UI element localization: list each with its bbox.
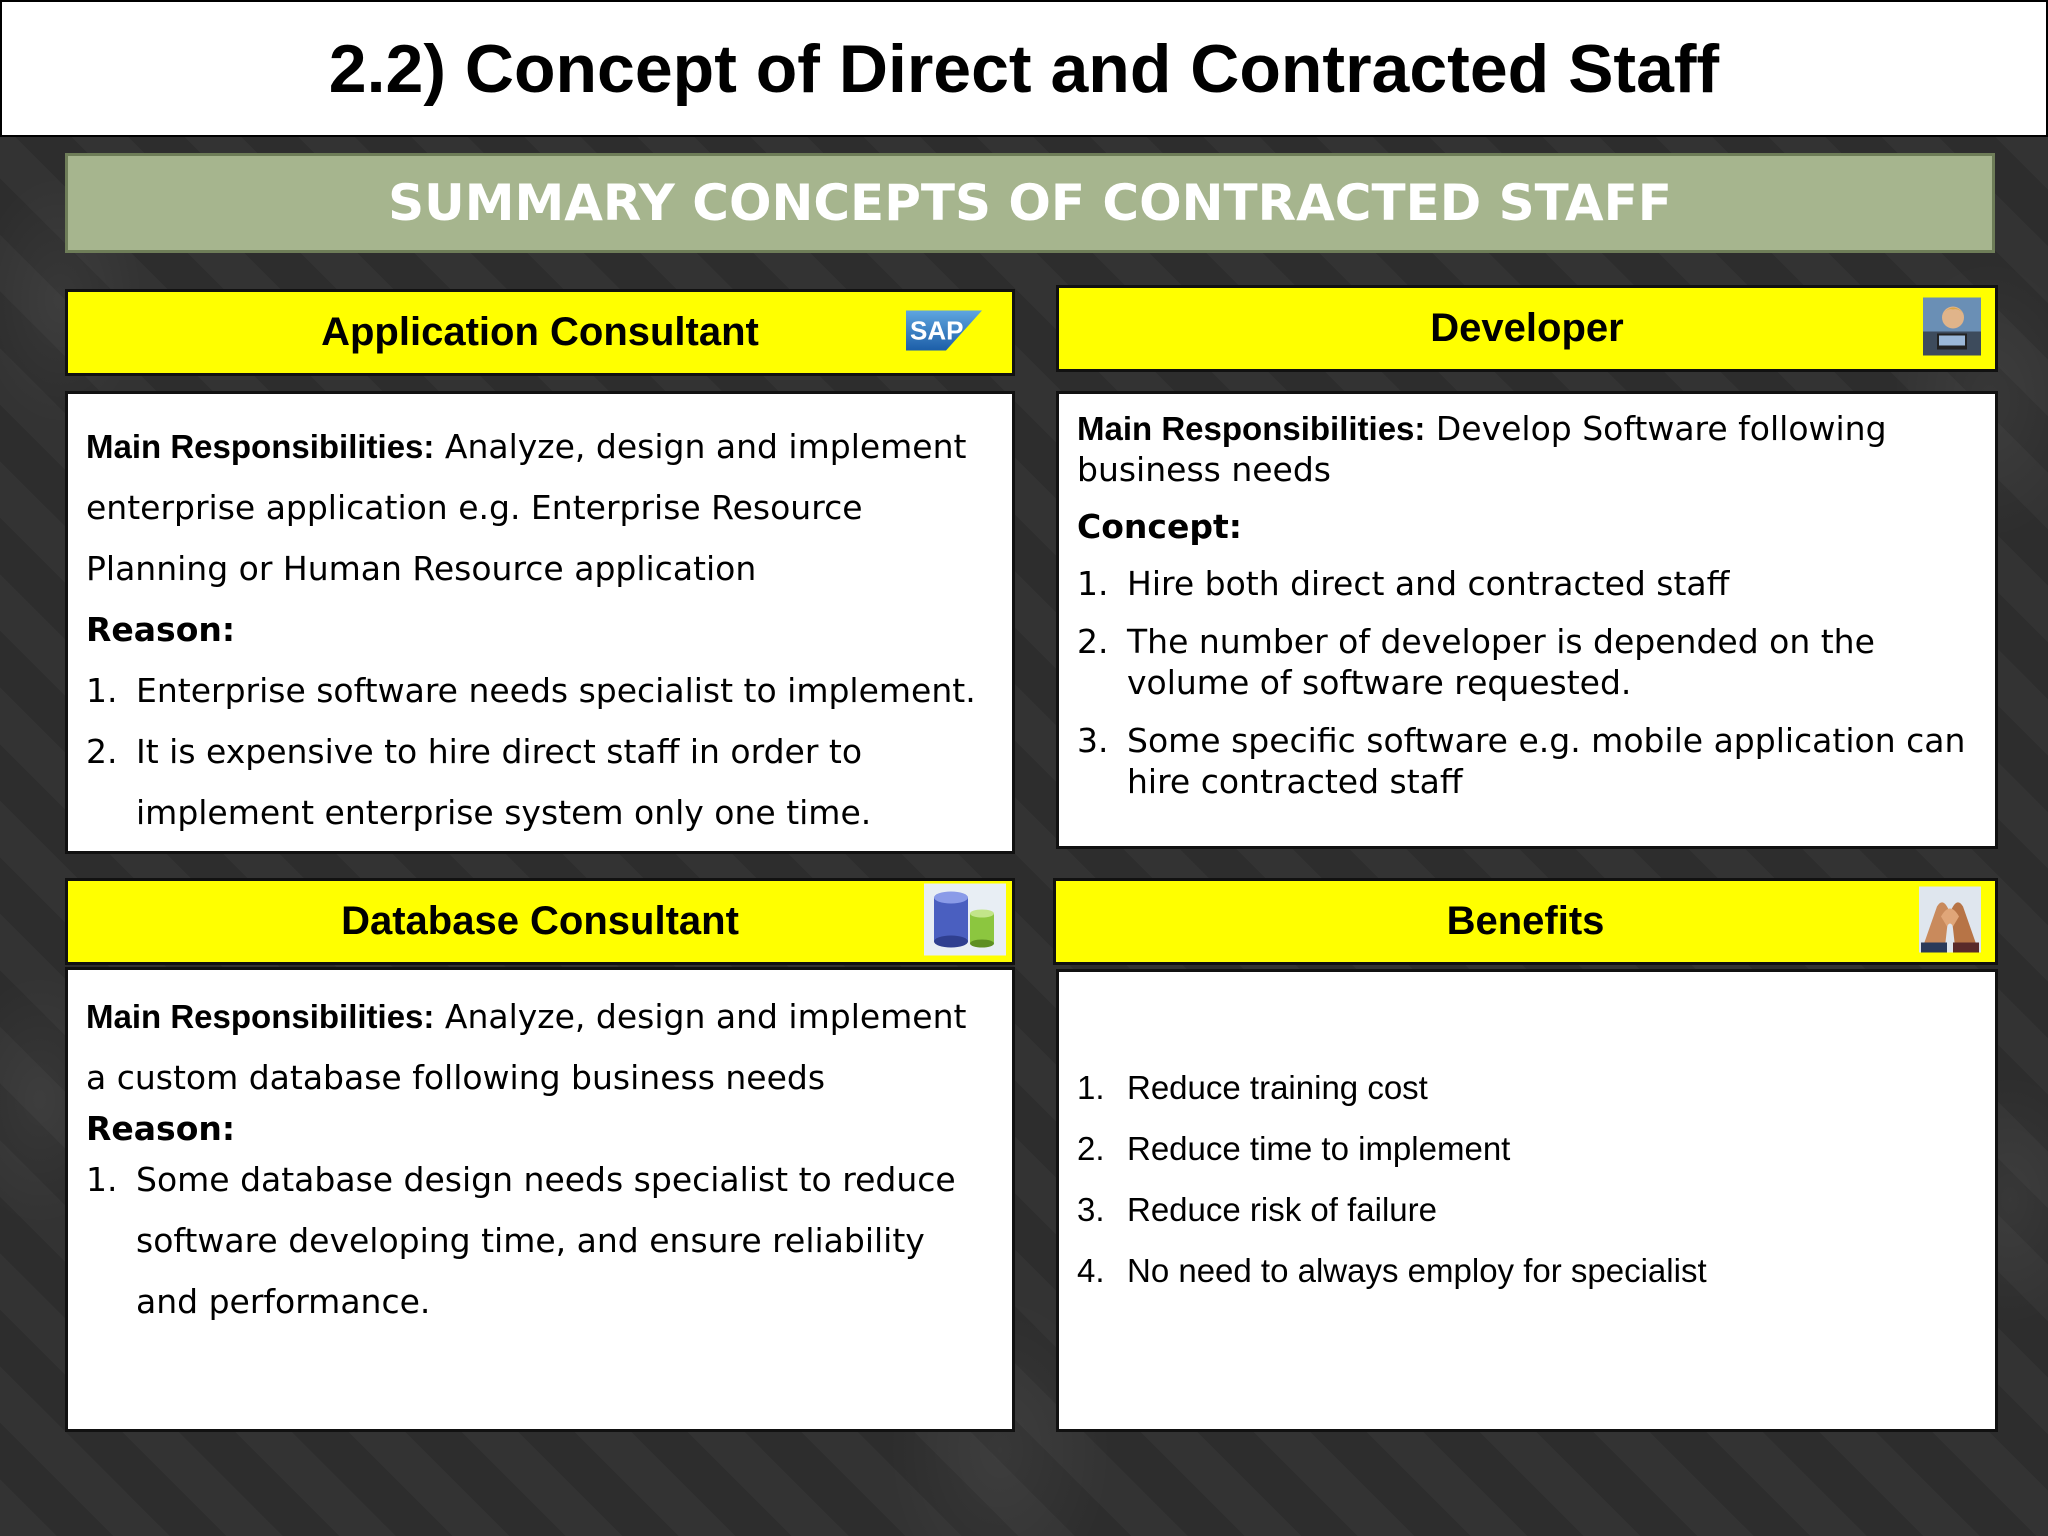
list-text: Enterprise software needs specialist to implement. — [136, 671, 976, 710]
resp-label: Main Responsibilities: — [1077, 410, 1426, 447]
developer-concept-list — [1077, 563, 1977, 802]
benefits-header — [1053, 878, 1998, 965]
benefits-panel — [1056, 969, 1998, 1432]
db-consultant-reason-list — [86, 1149, 994, 1332]
app-consultant-reason-list — [86, 660, 994, 843]
list-item — [1077, 1240, 1977, 1301]
list-text: Hire both direct and contracted staff — [1127, 564, 1730, 603]
list-text: The number of developer is depended on the volume of software requested. — [1127, 622, 1875, 702]
developer-panel — [1056, 391, 1998, 849]
list-number: 2. — [1077, 622, 1109, 661]
database-icon — [924, 883, 1006, 960]
list-number: 1. — [1077, 1069, 1105, 1106]
list-text: Reduce time to implement — [1127, 1130, 1511, 1167]
list-item — [86, 660, 994, 721]
list-text: No need to always employ for specialist — [1127, 1252, 1707, 1289]
list-number: 2. — [86, 732, 118, 771]
list-number: 1. — [1077, 564, 1109, 603]
resp-label: Main Responsibilities: — [86, 998, 435, 1035]
list-item — [1077, 1179, 1977, 1240]
list-number: 3. — [1077, 1191, 1105, 1228]
list-text: It is expensive to hire direct staff in order to implement enterprise system only one time. — [136, 732, 872, 832]
developer-photo-icon — [1923, 297, 1981, 360]
app-consultant-header — [65, 289, 1015, 376]
db-consultant-panel — [65, 967, 1015, 1432]
app-consultant-panel — [65, 391, 1015, 854]
benefits-title: Benefits — [1446, 899, 1605, 943]
list-item — [1077, 1118, 1977, 1179]
slide-title-bar — [0, 0, 2048, 137]
list-number: 4. — [1077, 1252, 1105, 1289]
list-number: 1. — [86, 671, 118, 710]
list-text: Some database design needs specialist to reduce software developing time, and ensure reliability and performance. — [136, 1160, 956, 1321]
db-consultant-title: Database Consultant — [341, 899, 739, 943]
list-number: 1. — [86, 1160, 118, 1199]
summary-banner — [65, 153, 1995, 253]
list-item — [1077, 563, 1977, 604]
list-number: 3. — [1077, 721, 1109, 760]
resp-text: Develop Software following business needs — [1077, 409, 1887, 489]
app-consultant-title: Application Consultant — [321, 310, 759, 354]
resp-text: Analyze, design and implement a custom database following business needs — [86, 997, 967, 1097]
benefits-list — [1077, 1057, 1977, 1301]
reason-label: Reason: — [86, 610, 236, 649]
reason-label: Reason: — [86, 1109, 236, 1148]
sap-logo-text: SAP — [910, 315, 964, 345]
developer-responsibilities — [1077, 408, 1977, 490]
db-consultant-responsibilities — [86, 986, 994, 1108]
list-item — [1077, 621, 1977, 703]
summary-banner-text: SUMMARY CONCEPTS OF CONTRACTED STAFF — [388, 174, 1672, 232]
db-consultant-header — [65, 878, 1015, 965]
sap-logo-icon — [906, 310, 982, 355]
slide-title: 2.2) Concept of Direct and Contracted Staff — [328, 30, 1720, 107]
concept-label: Concept: — [1077, 507, 1242, 546]
resp-text: Analyze, design and implement enterprise application e.g. Enterprise Resource Planning or Human Resource application — [86, 427, 967, 588]
app-consultant-responsibilities — [86, 416, 994, 599]
developer-header — [1056, 285, 1998, 372]
handshake-photo-icon — [1919, 886, 1981, 957]
list-item — [86, 1149, 994, 1332]
list-text: Reduce risk of failure — [1127, 1191, 1437, 1228]
developer-title: Developer — [1430, 306, 1624, 350]
list-item — [1077, 720, 1977, 802]
list-item — [86, 721, 994, 843]
list-text: Reduce training cost — [1127, 1069, 1428, 1106]
list-text: Some specific software e.g. mobile application can hire contracted staff — [1127, 721, 1966, 801]
resp-label: Main Responsibilities: — [86, 428, 435, 465]
list-item — [1077, 1057, 1977, 1118]
list-number: 2. — [1077, 1130, 1105, 1167]
